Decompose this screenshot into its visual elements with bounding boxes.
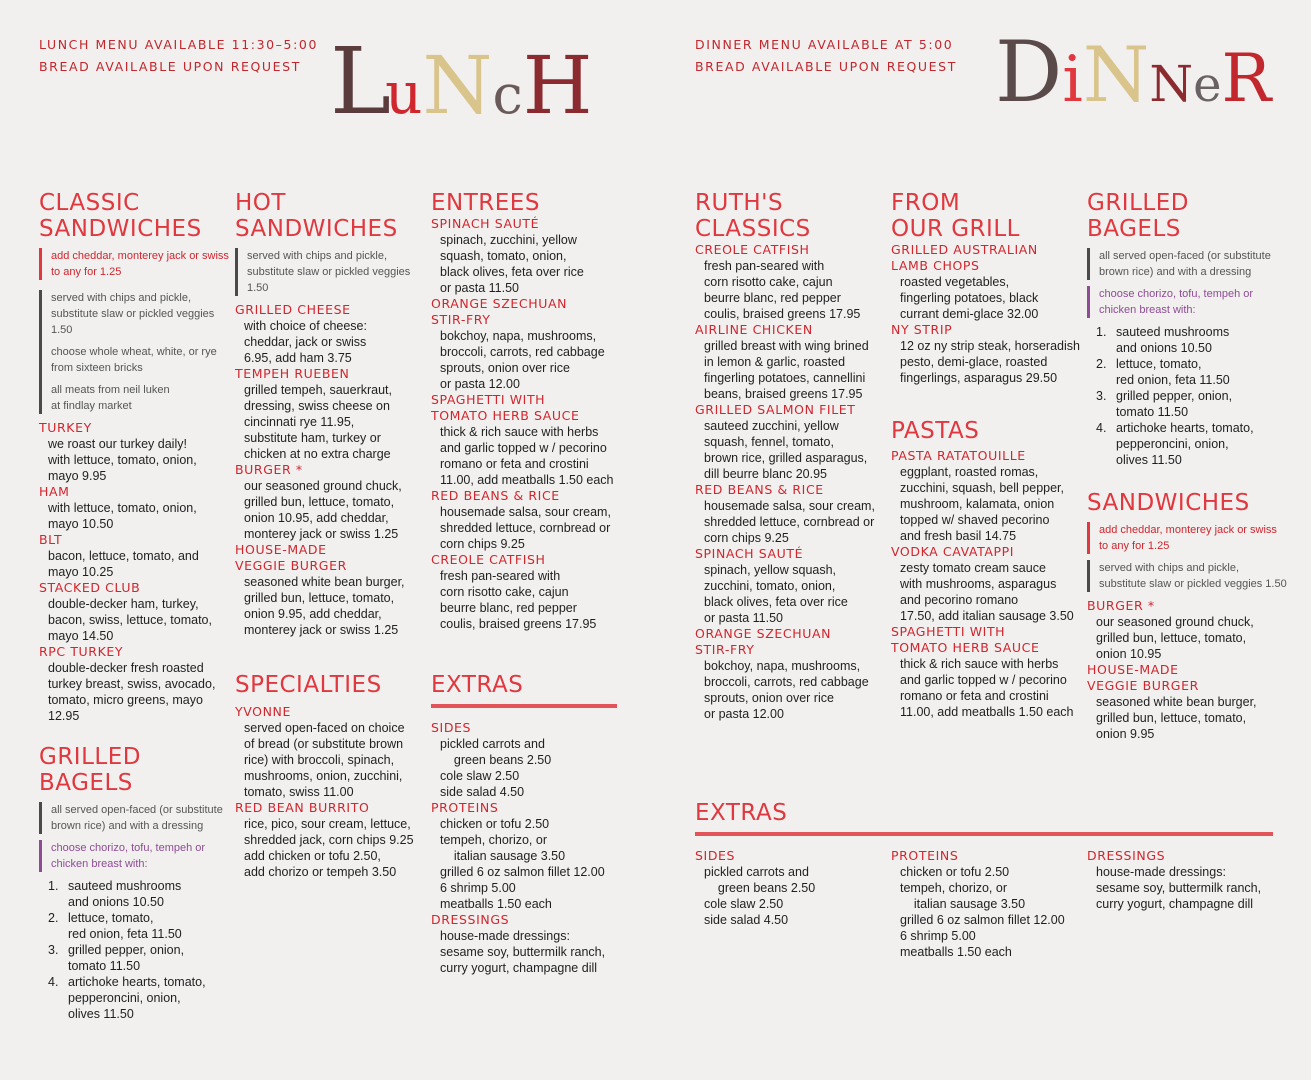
bagel-options-list xyxy=(39,878,229,1022)
lunch-classic-sandwiches xyxy=(39,190,229,724)
extras-sides: SIDES pickled carrots and green beans 2.50 cole slaw 2.50 side salad 4.50 xyxy=(431,720,552,799)
dinner-grilled-bagels xyxy=(1087,190,1287,468)
section-title: RUTH'S CLASSICS xyxy=(695,190,811,242)
lunch-hot-sandwiches xyxy=(235,190,427,638)
section-title: HOT SANDWICHES xyxy=(235,190,398,242)
list-item: 3. grilled pepper, onion, tomato 11.50 xyxy=(48,943,185,973)
bagel-serve-note: all served open-faced (or substitute brown rice) and with a dressing xyxy=(39,802,229,834)
menu-item-pasta-ratatouille: PASTA RATATOUILLE eggplant, roasted romas, zucchini, squash, bell pepper, mushroom, kalamata, onion topped w/ shaved pecorino and fresh basil 14.75 xyxy=(891,448,1064,543)
extras-sides: SIDES pickled carrots and green beans 2.50 cole slaw 2.50 side salad 4.50 xyxy=(695,848,816,927)
section-title: PASTAS xyxy=(891,418,980,444)
menu-item-turkey: TURKEY we roast our turkey daily! with lettuce, tomato, onion, mayo 9.95 xyxy=(39,420,197,483)
protein-choice-note: choose chorizo, tofu, tempeh or chicken breast with: xyxy=(1087,286,1287,318)
dinner-availability-note: DINNER MENU AVAILABLE AT 5:00 BREAD AVAILABLE UPON REQUEST xyxy=(695,37,957,74)
menu-item-spaghetti: SPAGHETTI WITH TOMATO HERB SAUCE thick & rich sauce with herbs and garlic topped w / pecorino romano or feta and crostini 11.00, add meatballs 1.50 each xyxy=(891,624,1074,719)
menu-item-burger: BURGER * our seasoned ground chuck, grilled bun, lettuce, tomato, onion 10.95, add cheddar, monterey jack or swiss 1.25 xyxy=(235,462,402,541)
section-title: CLASSIC SANDWICHES xyxy=(39,190,202,242)
section-title: FROM OUR GRILL xyxy=(891,190,1020,242)
lunch-entrees xyxy=(431,190,617,632)
menu-item-blt: BLT bacon, lettuce, tomato, and mayo 10.25 xyxy=(39,532,199,579)
lunch-extras xyxy=(431,672,617,976)
section-title: SANDWICHES xyxy=(1087,490,1250,516)
bagel-serve-note: all served open-faced (or substitute brown rice) and with a dressing xyxy=(1087,248,1287,280)
section-title: ENTREES xyxy=(431,190,540,216)
menu-item-creole-catfish: CREOLE CATFISH fresh pan-seared with corn risotto cake, cajun beurre blanc, red pepper coulis, braised greens 17.95 xyxy=(695,242,861,321)
menu-item-yvonne: YVONNE served open-faced on choice of bread (or substitute brown rice) with broccoli, spinach, mushrooms, onion, zucchini, tomato, swiss 11.00 xyxy=(235,704,405,799)
section-divider xyxy=(695,832,1273,836)
menu-item-spinach-saute: SPINACH SAUTÉ spinach, zucchini, yellow squash, tomato, onion, black olives, feta over rice or pasta 11.50 xyxy=(431,216,584,295)
protein-choice-note: choose chorizo, tofu, tempeh or chicken breast with: xyxy=(39,840,229,872)
menu-item-veggie-burger: HOUSE-MADE VEGGIE BURGER seasoned white bean burger, grilled bun, lettuce, tomato, onion 9.95 xyxy=(1087,662,1257,741)
section-title: EXTRAS xyxy=(431,672,524,698)
sides-note: served with chips and pickle, substitute slaw or pickled veggies 1.50 xyxy=(1087,560,1287,592)
sides-note: served with chips and pickle, substitute slaw or pickled veggies 1.50 xyxy=(235,248,427,296)
extras-proteins: PROTEINS chicken or tofu 2.50 tempeh, chorizo, or italian sausage 3.50 grilled 6 oz salmon fillet 12.00 6 shrimp 5.00 meatballs 1.50 each xyxy=(431,800,605,911)
section-title: SPECIALTIES xyxy=(235,672,382,698)
menu-item-orange-szechuan: ORANGE SZECHUAN STIR-FRY bokchoy, napa, mushrooms, broccoli, carrots, red cabbage sprouts, onion over rice or pasta 12.00 xyxy=(431,296,605,391)
menu-item-vodka-cavatappi: VODKA CAVATAPPI zesty tomato cream sauce with mushrooms, asparagus and pecorino romano 17.50, add italian sausage 3.50 xyxy=(891,544,1074,623)
menu-item-orange-szechuan: ORANGE SZECHUAN STIR-FRY bokchoy, napa, mushrooms, broccoli, carrots, red cabbage sprouts, onion over rice or pasta 12.00 xyxy=(695,626,869,721)
list-item: 3. grilled pepper, onion, tomato 11.50 xyxy=(1096,389,1233,419)
menu-item-veggie-burger: HOUSE-MADE VEGGIE BURGER seasoned white bean burger, grilled bun, lettuce, tomato, onion 9.95, add cheddar, monterey jack or swiss 1.25 xyxy=(235,542,405,637)
lunch-grilled-bagels xyxy=(39,744,229,1022)
menu-item-red-bean-burrito: RED BEAN BURRITO rice, pico, sour cream, lettuce, shredded jack, corn chips 9.25 add chicken or tofu 2.50, add chorizo or tempeh 3.50 xyxy=(235,800,414,879)
section-title: GRILLED BAGELS xyxy=(39,744,141,796)
cheese-addon-note: add cheddar, monterey jack or swiss to any for 1.25 xyxy=(1087,522,1287,554)
dinner-logo: DiNNeR xyxy=(995,23,1272,121)
cheese-addon-note: add cheddar, monterey jack or swiss to any for 1.25 xyxy=(39,248,229,280)
dinner-pastas xyxy=(891,418,1083,720)
menu-item-stacked-club: STACKED CLUB double-decker ham, turkey, bacon, swiss, lettuce, tomato, mayo 14.50 xyxy=(39,580,212,643)
list-item: 2. lettuce, tomato, red onion, feta 11.50 xyxy=(48,911,182,941)
menu-item-ham: HAM with lettuce, tomato, onion, mayo 10.50 xyxy=(39,484,197,531)
menu-item-red-beans-rice: RED BEANS & RICE housemade salsa, sour cream, shredded lettuce, cornbread or corn chips 9.25 xyxy=(695,482,875,545)
menu-item-creole-catfish: CREOLE CATFISH fresh pan-seared with corn risotto cake, cajun beurre blanc, red pepper coulis, braised greens 17.95 xyxy=(431,552,597,631)
menu-item-spaghetti: SPAGHETTI WITH TOMATO HERB SAUCE thick & rich sauce with herbs and garlic topped w / pecorino romano or feta and crostini 11.00, add meatballs 1.50 each xyxy=(431,392,614,487)
extras-proteins: PROTEINS chicken or tofu 2.50 tempeh, chorizo, or italian sausage 3.50 grilled 6 oz salmon fillet 12.00 6 shrimp 5.00 meatballs 1.50 each xyxy=(891,848,1065,959)
list-item: 2. lettuce, tomato, red onion, feta 11.50 xyxy=(1096,357,1230,387)
list-item: 1. sauteed mushrooms and onions 10.50 xyxy=(48,879,182,909)
list-item: 1. sauteed mushrooms and onions 10.50 xyxy=(1096,325,1230,355)
menu-item-red-beans-rice: RED BEANS & RICE housemade salsa, sour cream, shredded lettuce, cornbread or corn chips 9.25 xyxy=(431,488,611,551)
sides-note: served with chips and pickle, substitute slaw or pickled veggies 1.50 choose whole wheat, white, or rye from sixteen bricks all meats from neil luken at findlay market xyxy=(39,290,229,414)
menu-item-ny-strip: NY STRIP 12 oz ny strip steak, horseradish pesto, demi-glace, roasted fingerlings, asparagus 29.50 xyxy=(891,322,1080,385)
menu-item-rpc-turkey: RPC TURKEY double-decker fresh roasted turkey breast, swiss, avocado, tomato, micro greens, mayo 12.95 xyxy=(39,644,216,723)
menu-item-airline-chicken: AIRLINE CHICKEN grilled breast with wing brined in lemon & garlic, roasted fingerling potatoes, cannellini beans, braised greens 17.95 xyxy=(695,322,869,401)
menu-item-tempeh-rueben: TEMPEH RUEBEN grilled tempeh, sauerkraut, dressing, swiss cheese on cincinnati rye 11.95, substitute ham, turkey or chicken at no extra charge xyxy=(235,366,392,461)
dinner-ruths-classics xyxy=(695,190,885,722)
dinner-from-our-grill xyxy=(891,190,1083,386)
bagel-options-list xyxy=(1087,324,1287,468)
lunch-availability-note: LUNCH MENU AVAILABLE 11:30–5:00 BREAD AVAILABLE UPON REQUEST xyxy=(39,37,318,74)
menu-item-burger: BURGER * our seasoned ground chuck, grilled bun, lettuce, tomato, onion 10.95 xyxy=(1087,598,1254,661)
list-item: 4. artichoke hearts, tomato, pepperoncini, onion, olives 11.50 xyxy=(48,975,206,1021)
menu-item-grilled-cheese: GRILLED CHEESE with choice of cheese: cheddar, jack or swiss 6.95, add ham 3.75 xyxy=(235,302,367,365)
lunch-specialties xyxy=(235,672,427,880)
section-title: EXTRAS xyxy=(695,800,788,826)
menu-item-spinach-saute: SPINACH SAUTÉ spinach, yellow squash, zucchini, tomato, onion, black olives, feta over rice or pasta 11.50 xyxy=(695,546,848,625)
menu-item-grilled-salmon: GRILLED SALMON FILET sauteed zucchini, yellow squash, fennel, tomato, brown rice, grilled asparagus, dill beurre blanc 20.95 xyxy=(695,402,868,481)
dinner-extras xyxy=(695,800,1273,960)
extras-dressings: DRESSINGS house-made dressings: sesame soy, buttermilk ranch, curry yogurt, champagne dill xyxy=(1087,848,1262,911)
menu-item-lamb-chops: GRILLED AUSTRALIAN LAMB CHOPS roasted vegetables, fingerling potatoes, black currant demi-glace 32.00 xyxy=(891,242,1039,321)
extras-dressings: DRESSINGS house-made dressings: sesame soy, buttermilk ranch, curry yogurt, champagne dill xyxy=(431,912,606,975)
list-item: 4. artichoke hearts, tomato, pepperoncini, onion, olives 11.50 xyxy=(1096,421,1254,467)
lunch-logo: LuNcH xyxy=(330,28,593,135)
dinner-sandwiches xyxy=(1087,490,1287,742)
section-divider xyxy=(431,704,617,708)
section-title: GRILLED BAGELS xyxy=(1087,190,1189,242)
